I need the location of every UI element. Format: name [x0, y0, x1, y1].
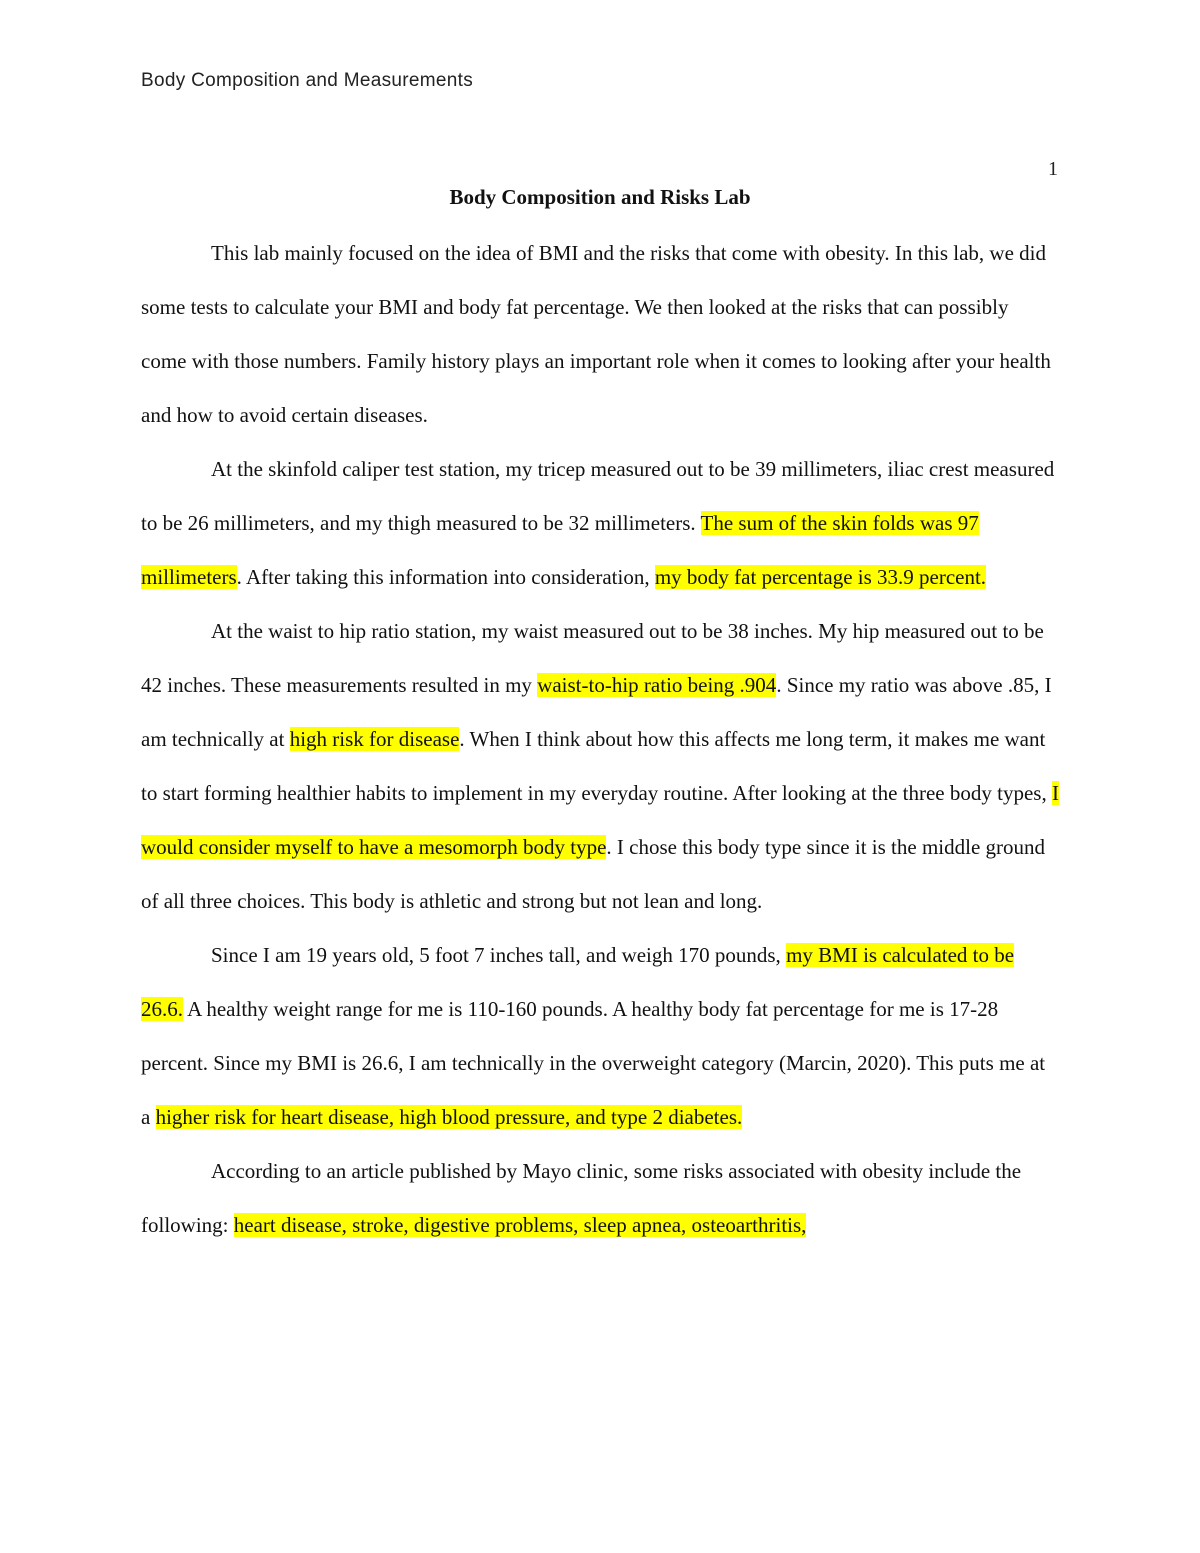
page-number: 1	[1048, 158, 1058, 180]
running-head: Body Composition and Measurements	[141, 70, 474, 91]
text-run: According to an article published by Mayo clinic, some risks associated with obesity include the following:	[141, 1159, 1022, 1237]
paragraph	[141, 442, 1059, 604]
paragraph	[141, 928, 1059, 1144]
highlighted-text: my body fat percentage is 33.9 percent.	[654, 565, 987, 589]
text-run: At the waist to hip ratio station, my waist measured out to be 38 inches. My hip measured out to be 42 inches. These measurements resulted in my	[141, 619, 1044, 697]
document-body	[141, 226, 1059, 1252]
text-run: This lab mainly focused on the idea of BMI and the risks that come with obesity. In this lab, we did some tests to calculate your BMI and body fat percentage. We then looked at the risks that can possibly come with those numbers. Family history plays an important role when it comes to looking after your health and how to avoid certain diseases.	[141, 241, 1051, 427]
text-run: Since I am 19 years old, 5 foot 7 inches tall, and weigh 170 pounds,	[211, 943, 787, 967]
paragraph	[141, 604, 1059, 928]
text-run: . When I think about how this affects me long term, it makes me want to start forming healthier habits to implement in my everyday routine. After looking at the three body types,	[141, 727, 1052, 805]
text-run: . Since my ratio was above .85, I am technically at	[141, 673, 1052, 751]
text-run: A healthy weight range for me is 110-160 pounds. A healthy body fat percentage for me is 17-28 percent. Since my BMI is 26.6, I am technically in the overweight category (Marcin, 2020). This puts me at a	[141, 997, 1046, 1129]
highlighted-text: waist-to-hip ratio being .904	[537, 673, 777, 697]
text-run: At the skinfold caliper test station, my tricep measured out to be 39 millimeters, iliac crest measured to be 26 millimeters, and my thigh measured to be 32 millimeters.	[141, 457, 1055, 535]
highlighted-text: The sum of the skin folds was 97 millimeters	[141, 511, 979, 589]
highlighted-text: high risk for disease	[289, 727, 460, 751]
highlighted-text: higher risk for heart disease, high blood pressure, and type 2 diabetes.	[155, 1105, 743, 1129]
paragraph	[141, 226, 1059, 442]
highlighted-text: heart disease, stroke, digestive problems, sleep apnea, osteoarthritis,	[233, 1213, 807, 1237]
highlighted-text: I would consider myself to have a mesomorph body type	[141, 781, 1059, 859]
paragraph	[141, 1144, 1059, 1252]
text-run: . After taking this information into consideration,	[236, 565, 655, 589]
document-title: Body Composition and Risks Lab	[449, 185, 751, 209]
highlighted-text: my BMI is calculated to be 26.6.	[141, 943, 1015, 1021]
text-run: . I chose this body type since it is the middle ground of all three choices. This body is athletic and strong but not lean and long.	[141, 835, 1046, 913]
